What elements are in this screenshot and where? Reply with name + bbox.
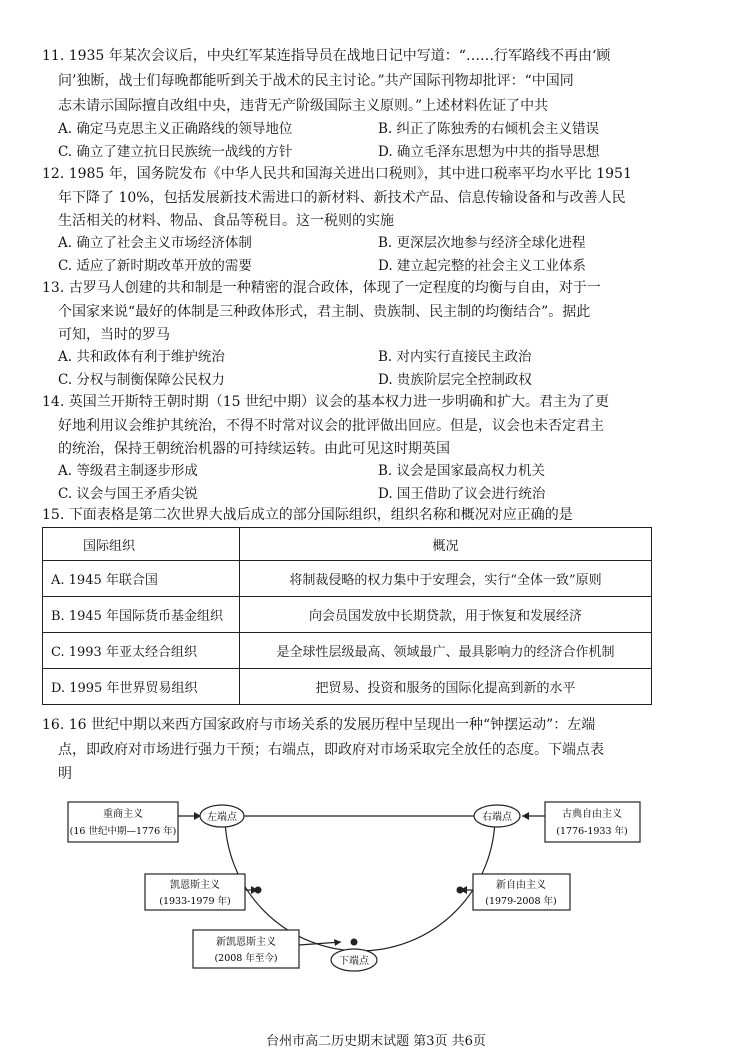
table-cell-org: C. 1993 年亚太经合组织 — [43, 633, 240, 669]
neoliberal-label: 新自由主义 — [496, 880, 546, 891]
table-row — [43, 633, 652, 669]
table-header-overview: 概况 — [240, 528, 652, 561]
q16-line-2: 点，即政府对市场进行强力干预；右端点，即政府对市场采取完全放任的态度。下端点表 — [58, 742, 604, 758]
left-point-label: 左端点 — [207, 812, 237, 823]
table-header-organization: 国际组织 — [43, 528, 240, 561]
table-cell-overview: 是全球性层级最高、领域最广、最具影响力的经济合作机制 — [240, 633, 652, 669]
keynes-dot — [255, 887, 262, 894]
q12-option-c: C. 适应了新时期改革开放的需要 — [58, 258, 252, 274]
q11-option-a: A. 确定马克思主义正确路线的领导地位 — [58, 121, 293, 137]
q14-line-2: 好地利用议会维护其统治，不得不时常对议会的批评做出回应。但是，议会也未否定君主 — [58, 418, 604, 434]
neokeynes-label: 新凯恩斯主义 — [216, 937, 276, 948]
keynes-period: (1933-1979 年) — [159, 896, 231, 907]
q16-line-3: 明 — [58, 766, 72, 782]
q13-line-2: 个国家来说“最好的体制是三种政体形式，君主制、贵族制、民主制的均衡结合”。据此 — [58, 304, 591, 320]
arrow-neokeynes — [334, 939, 341, 946]
q13-option-c: C. 分权与制衡保障公民权力 — [58, 372, 225, 388]
q12-line-2: 年下降了 10%，包括发展新技术需进口的新材料、新技术产品、信息传输设备和与改善人民 — [58, 190, 626, 206]
q13-line-1: 13. 古罗马人创建的共和制是一种精密的混合政体，体现了一定程度的均衡与自由，对于一 — [42, 280, 601, 296]
q16-line-1: 16. 16 世纪中期以来西方国家政府与市场关系的发展历程中呈现出一种“钟摆运动”：左端 — [42, 717, 596, 733]
table-cell-overview: 向会员国发放中长期贷款，用于恢复和发展经济 — [240, 597, 652, 633]
table-cell-overview: 把贸易、投资和服务的国际化提高到新的水平 — [240, 669, 652, 705]
q11-line-2: 问’独断，战士们每晚都能听到关于战术的民主讨论。”共产国际刊物却批评：“中国同 — [58, 73, 574, 89]
q12-option-d: D. 建立起完整的社会主义工业体系 — [378, 258, 586, 274]
table-cell-org: B. 1945 年国际货币基金组织 — [43, 597, 240, 633]
keynes-label: 凯恩斯主义 — [170, 880, 220, 891]
q11-line-3: 志未请示国际擅自改组中央，违背无产阶级国际主义原则。”上述材料佐证了中共 — [58, 98, 549, 114]
bottom-point-label: 下端点 — [339, 956, 369, 967]
table-row — [43, 561, 652, 597]
arrow-right-point — [522, 812, 529, 820]
classical-label: 古典自由主义 — [562, 809, 622, 820]
q13-line-3: 可知，当时的罗马 — [58, 327, 170, 343]
mercantilism-label: 重商主义 — [103, 809, 143, 820]
q12-line-1: 12. 1985 年，国务院发布《中华人民共和国海关进出口税则》，其中进口税率平均水平比 1951 — [42, 166, 632, 182]
q11-option-d: D. 确立毛泽东思想为中共的指导思想 — [378, 144, 600, 160]
q13-option-d: D. 贵族阶层完全控制政权 — [378, 372, 532, 388]
neoliberal-period: (1979-2008 年) — [485, 896, 557, 907]
q12-option-a: A. 确立了社会主义市场经济体制 — [58, 235, 252, 251]
q11-line-1: 11. 1935 年某次会议后，中央红军某连指导员在战地日记中写道：“……行军路线不再由‘顾 — [42, 48, 611, 64]
table-header-row — [43, 528, 652, 561]
q13-option-b: B. 对内实行直接民主政治 — [378, 349, 532, 365]
mercantilism-period: (16 世纪中期—1776 年) — [69, 826, 177, 837]
bottom-dot — [351, 939, 358, 946]
page-footer: 台州市高二历史期末试题 第3页 共6页 — [266, 1034, 486, 1049]
q14-line-3: 的统治，保持王朝统治机器的可持续运转。由此可见这时期英国 — [58, 441, 450, 457]
right-point-label: 右端点 — [482, 812, 512, 823]
neokeynes-period: (2008 年至今) — [214, 953, 278, 964]
table-cell-overview: 将制裁侵略的权力集中于安理会，实行“全体一致”原则 — [240, 561, 652, 597]
pendulum-diagram — [0, 790, 752, 990]
table-row — [43, 669, 652, 705]
table-row — [43, 597, 652, 633]
table-cell-org: A. 1945 年联合国 — [43, 561, 240, 597]
q12-line-3: 生活相关的材料、物品、食品等税目。这一税则的实施 — [58, 213, 394, 229]
table-cell-org: D. 1995 年世界贸易组织 — [43, 669, 240, 705]
q11-option-b: B. 纠正了陈独秀的右倾机会主义错误 — [378, 121, 600, 137]
q12-option-b: B. 更深层次地参与经济全球化进程 — [378, 235, 586, 251]
q14-line-1: 14. 英国兰开斯特王朝时期（15 世纪中期）议会的基本权力进一步明确和扩大。君主为了更 — [42, 394, 609, 410]
q15-stem: 15. 下面表格是第二次世界大战后成立的部分国际组织，组织名称和概况对应正确的是 — [42, 507, 573, 523]
q14-option-c: C. 议会与国王矛盾尖锐 — [58, 486, 198, 502]
q13-option-a: A. 共和政体有利于维护统治 — [58, 349, 225, 365]
q14-option-b: B. 议会是国家最高权力机关 — [378, 463, 546, 479]
classical-period: (1776-1933 年) — [556, 826, 628, 837]
q14-option-a: A. 等级君主制逐步形成 — [58, 463, 198, 479]
neoliberal-dot — [457, 887, 464, 894]
organizations-table — [42, 527, 652, 705]
q11-option-c: C. 确立了建立抗日民族统一战线的方针 — [58, 144, 293, 160]
q14-option-d: D. 国王借助了议会进行统治 — [378, 486, 546, 502]
